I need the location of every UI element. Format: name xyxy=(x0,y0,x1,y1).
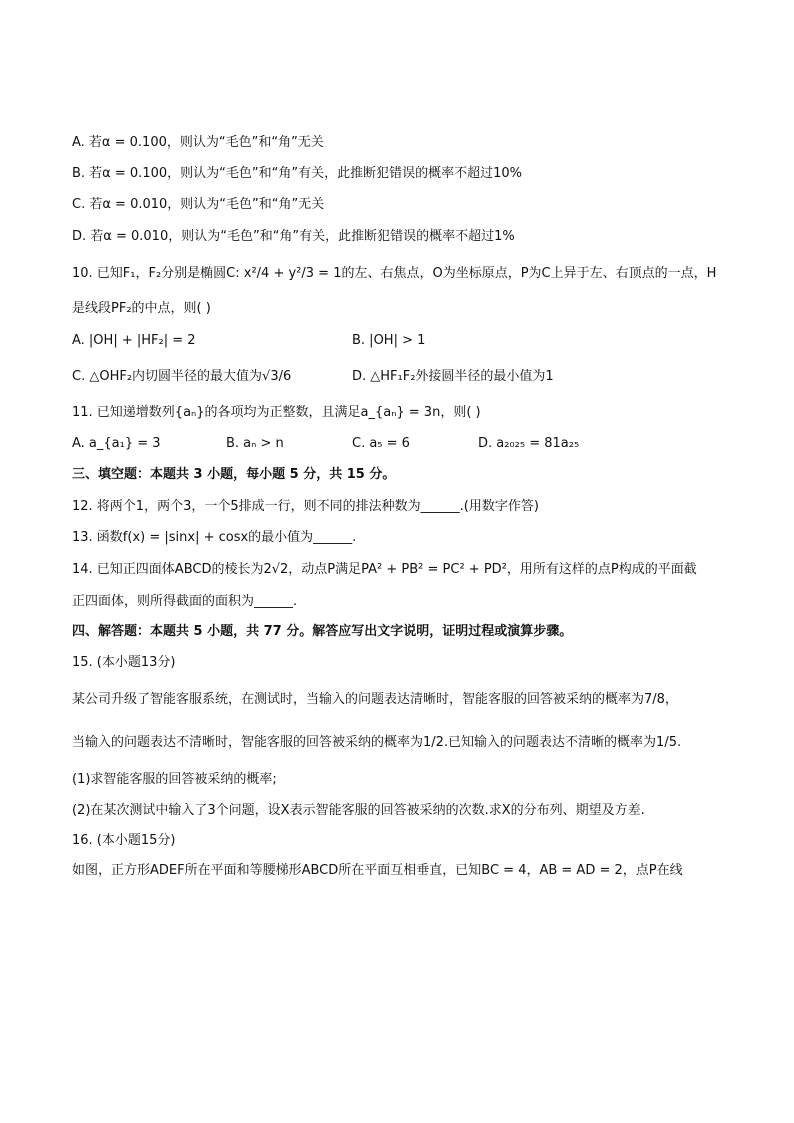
q15-part2: (2)在某次测试中输入了3个问题，设X表示智能客服的回答被采纳的次数.求X的分布列、期望及方差. xyxy=(72,803,645,818)
q11-option-a: A. a_{a₁} = 3 xyxy=(72,436,161,451)
q16-heading: 16. (本小题15分) xyxy=(72,833,176,848)
q10-option-a: A. |OH| + |HF₂| = 2 xyxy=(72,333,196,348)
q9-option-a: A. 若α = 0.100，则认为“毛色”和“角”无关 xyxy=(72,135,324,150)
q10-option-d: D. △HF₁F₂外接圆半径的最小值为1 xyxy=(352,369,554,384)
q15-line1: 某公司升级了智能客服系统，在测试时，当输入的问题表达清晰时，智能客服的回答被采纳的概率为7/8， xyxy=(72,692,678,707)
q14-line1: 14. 已知正四面体ABCD的棱长为2√2，动点P满足PA² + PB² = PC² + PD²，用所有这样的点P构成的平面截 xyxy=(72,562,697,577)
q14-line2: 正四面体，则所得截面的面积为______. xyxy=(72,594,298,609)
q10-option-c: C. △OHF₂内切圆半径的最大值为√3/6 xyxy=(72,369,292,384)
q11-option-c: C. a₅ = 6 xyxy=(352,436,410,451)
q10-stem-line1: 10. 已知F₁，F₂分别是椭圆C: x²/4 + y²/3 = 1的左、右焦点，O为坐标原点，P为C上异于左、右顶点的一点，H xyxy=(72,266,717,281)
q12: 12. 将两个1，两个3，一个5排成一行，则不同的排法种数为______.(用数字作答) xyxy=(72,499,539,514)
section-4-heading: 四、解答题：本题共 5 小题，共 77 分。解答应写出文字说明，证明过程或演算步骤。 xyxy=(72,624,573,639)
q11-option-b: B. aₙ > n xyxy=(226,436,284,451)
q9-option-c: C. 若α = 0.010，则认为“毛色”和“角”无关 xyxy=(72,197,325,212)
q15-part1: (1)求智能客服的回答被采纳的概率; xyxy=(72,772,277,787)
q15-heading: 15. (本小题13分) xyxy=(72,655,176,670)
q15-line2: 当输入的问题表达不清晰时，智能客服的回答被采纳的概率为1/2.已知输入的问题表达不清晰的概率为1/5. xyxy=(72,735,682,750)
q11-stem: 11. 已知递增数列{aₙ}的各项均为正整数，且满足a_{aₙ} = 3n，则( ) xyxy=(72,405,481,420)
q9-option-b: B. 若α = 0.100，则认为“毛色”和“角”有关，此推断犯错误的概率不超过10% xyxy=(72,166,522,181)
q10-stem-line2: 是线段PF₂的中点，则( ) xyxy=(72,301,211,316)
q16-line1: 如图，正方形ADEF所在平面和等腰梯形ABCD所在平面互相垂直，已知BC = 4，AB = AD = 2，点P在线 xyxy=(72,863,683,878)
q13: 13. 函数f(x) = |sinx| + cosx的最小值为______. xyxy=(72,530,357,545)
q11-option-d: D. a₂₀₂₅ = 81a₂₅ xyxy=(478,436,580,451)
q10-option-b: B. |OH| > 1 xyxy=(352,333,426,348)
section-3-heading: 三、填空题：本题共 3 小题，每小题 5 分，共 15 分。 xyxy=(72,467,396,482)
q9-option-d: D. 若α = 0.010，则认为“毛色”和“角”有关，此推断犯错误的概率不超过1% xyxy=(72,229,515,244)
